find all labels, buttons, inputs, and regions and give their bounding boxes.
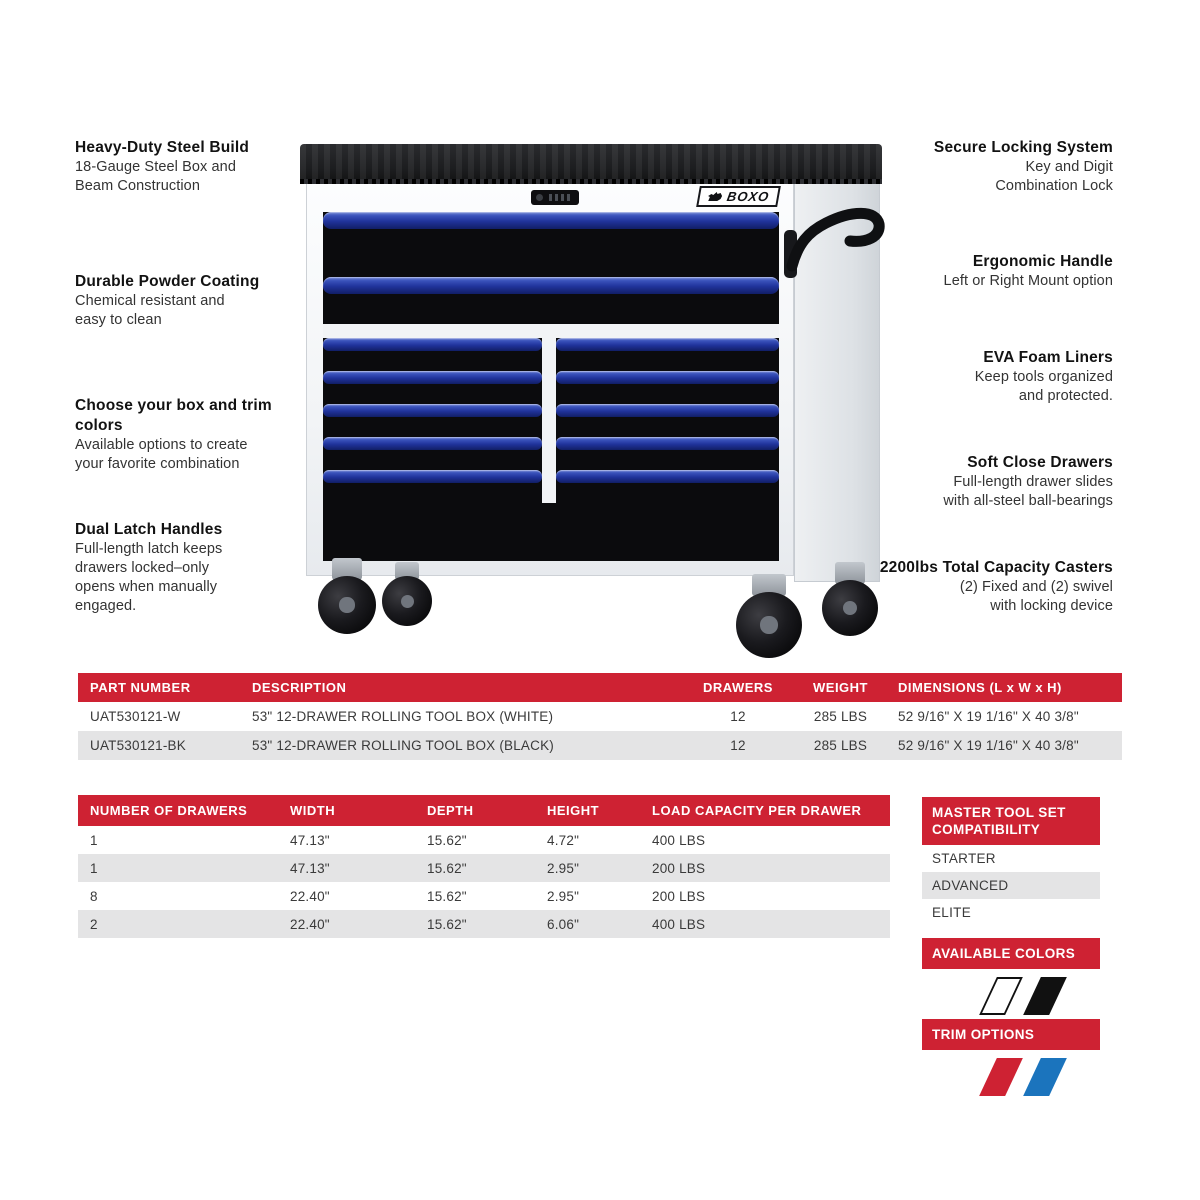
trim-swatch-red — [979, 1058, 1023, 1096]
drawer-spec-table — [78, 795, 890, 938]
cell-depth: 15.62" — [427, 860, 467, 876]
column-header: PART NUMBER — [90, 680, 191, 695]
feature-line: Beam Construction — [75, 178, 201, 194]
tier-starter: STARTER — [932, 851, 996, 866]
feature-title: Heavy-Duty Steel Build — [75, 139, 250, 156]
feature-line: Full-length drawer slides — [953, 474, 1113, 490]
cell-part-number: UAT530121-BK — [90, 738, 186, 753]
wheel — [318, 576, 376, 634]
part-number-table — [78, 673, 1122, 760]
cell-load: 400 LBS — [652, 916, 706, 932]
cell-load: 400 LBS — [652, 832, 706, 848]
cell-height: 4.72" — [547, 832, 580, 848]
feature-line: Available options to create — [75, 437, 248, 453]
drawer-face — [323, 294, 779, 324]
cell-load: 200 LBS — [652, 888, 706, 904]
cell-drawers: 12 — [730, 738, 746, 753]
feature-choose-colors — [75, 396, 275, 474]
drawer-handle — [556, 437, 779, 450]
wheel — [822, 580, 878, 636]
cell-count: 2 — [90, 916, 98, 932]
column-header: NUMBER OF DRAWERS — [90, 803, 248, 818]
table-header-row — [78, 673, 1122, 702]
color-swatch-black — [1023, 977, 1067, 1015]
feature-dual-latch-handles — [75, 520, 307, 616]
drawer-handle — [323, 437, 542, 450]
cell-count: 1 — [90, 832, 98, 848]
drawer-handle — [556, 338, 779, 351]
feature-title: Secure Locking System — [933, 139, 1113, 156]
cell-depth: 15.62" — [427, 916, 467, 932]
product-image-tool-box — [298, 142, 892, 642]
cell-description: 53" 12-DRAWER ROLLING TOOL BOX (WHITE) — [252, 709, 554, 724]
drawer-handle — [323, 212, 779, 229]
feature-line: opens when manually — [75, 579, 218, 595]
feature-line: Combination Lock — [995, 178, 1113, 194]
drawer-bay — [323, 212, 779, 561]
table-row — [78, 910, 890, 938]
feature-title: Durable Powder Coating — [75, 273, 260, 290]
cell-width: 22.40" — [290, 916, 330, 932]
column-header: DRAWERS — [703, 680, 773, 695]
feature-title: 2200lbs Total Capacity Casters — [879, 559, 1113, 576]
column-header: HEIGHT — [547, 803, 600, 818]
drawer-handle — [323, 404, 542, 417]
column-header: WEIGHT — [813, 680, 868, 695]
drawer-handle — [556, 470, 779, 483]
tier-advanced: ADVANCED — [922, 872, 1100, 899]
cell-dimensions: 52 9/16" X 19 1/16" X 40 3/8" — [898, 709, 1079, 724]
trim-swatches — [922, 1050, 1100, 1096]
column-header: DEPTH — [427, 803, 474, 818]
available-colors-title: AVAILABLE COLORS — [922, 938, 1100, 969]
feature-durable-powder-coating — [75, 272, 307, 330]
master-tool-set-title: MASTER TOOL SET COMPATIBILITY — [922, 797, 1100, 845]
drawer-handle — [323, 470, 542, 483]
left-drawer-bank — [323, 338, 542, 503]
feature-line: Full-length latch keeps — [75, 541, 223, 557]
top-work-mat — [300, 144, 882, 184]
feature-line: your favorite combination — [75, 456, 240, 472]
cell-width: 22.40" — [290, 888, 330, 904]
cell-width: 47.13" — [290, 832, 330, 848]
column-header: DIMENSIONS (L x W x H) — [898, 680, 1062, 695]
table-row — [78, 702, 1122, 731]
caster-wheel — [318, 558, 376, 634]
trim-options-title: TRIM OPTIONS — [922, 1019, 1100, 1050]
cabinet-front — [306, 184, 794, 576]
rhino-icon — [707, 191, 724, 202]
feature-line: Keep tools organized — [974, 369, 1113, 385]
frame-mullion — [542, 338, 556, 503]
cell-width: 47.13" — [290, 860, 330, 876]
caster-wheel — [822, 562, 878, 636]
feature-title: Soft Close Drawers — [967, 454, 1113, 471]
table-row — [78, 854, 890, 882]
cell-count: 8 — [90, 888, 98, 904]
feature-line: with locking device — [990, 598, 1113, 614]
side-handle — [776, 180, 896, 310]
table-header-row — [78, 795, 890, 826]
feature-heavy-duty-steel-build — [75, 138, 307, 196]
wheel — [382, 576, 432, 626]
feature-line: drawers locked–only — [75, 560, 210, 576]
cell-depth: 15.62" — [427, 832, 467, 848]
caster-wheel — [736, 574, 802, 658]
drawer-handle — [556, 404, 779, 417]
drawer-handle — [556, 371, 779, 384]
feature-title: Ergonomic Handle — [972, 253, 1113, 270]
cell-weight: 285 LBS — [813, 738, 868, 753]
feature-title: Choose your box and trim colors — [75, 397, 272, 434]
cell-weight: 285 LBS — [813, 709, 868, 724]
cell-height: 6.06" — [547, 916, 580, 932]
feature-line: with all-steel ball-bearings — [943, 493, 1113, 509]
caster-wheel — [382, 562, 432, 626]
feature-line: (2) Fixed and (2) swivel — [959, 579, 1113, 595]
cell-dimensions: 52 9/16" X 19 1/16" X 40 3/8" — [898, 738, 1079, 753]
feature-line: and protected. — [1018, 388, 1113, 404]
drawer-face — [323, 229, 779, 277]
color-swatches — [922, 969, 1100, 1015]
drawer-handle — [323, 338, 542, 351]
cell-depth: 15.62" — [427, 888, 467, 904]
tier-elite: ELITE — [932, 905, 972, 920]
boxo-logo-text: BOXO — [725, 189, 771, 204]
lower-cavity — [323, 503, 779, 561]
cell-height: 2.95" — [547, 888, 580, 904]
color-swatch-white — [979, 977, 1023, 1015]
combo-lock-icon — [531, 190, 579, 205]
column-header: LOAD CAPACITY PER DRAWER — [652, 803, 862, 818]
cell-drawers: 12 — [730, 709, 746, 724]
wheel — [736, 592, 802, 658]
boxo-logo — [696, 186, 781, 207]
compatibility-panel — [922, 797, 1100, 1096]
cell-count: 1 — [90, 860, 98, 876]
feature-line: Chemical resistant and — [75, 293, 225, 309]
feature-title: EVA Foam Liners — [983, 349, 1113, 366]
table-row — [78, 731, 1122, 760]
frame-separator — [323, 324, 779, 338]
feature-line: 18-Gauge Steel Box and — [75, 159, 237, 175]
column-header: DESCRIPTION — [252, 680, 347, 695]
right-drawer-bank — [556, 338, 779, 503]
feature-title: Dual Latch Handles — [75, 521, 223, 538]
drawer-handle — [323, 371, 542, 384]
cell-part-number: UAT530121-W — [90, 709, 181, 724]
table-row — [78, 826, 890, 854]
drawer-handle — [323, 277, 779, 294]
cell-height: 2.95" — [547, 860, 580, 876]
feature-line: Left or Right Mount option — [943, 273, 1113, 289]
feature-line: engaged. — [75, 598, 137, 614]
cell-description: 53" 12-DRAWER ROLLING TOOL BOX (BLACK) — [252, 738, 554, 753]
column-header: WIDTH — [290, 803, 336, 818]
table-row — [78, 882, 890, 910]
feature-line: Key and Digit — [1025, 159, 1113, 175]
feature-line: easy to clean — [75, 312, 162, 328]
cell-load: 200 LBS — [652, 860, 706, 876]
trim-swatch-blue — [1023, 1058, 1067, 1096]
